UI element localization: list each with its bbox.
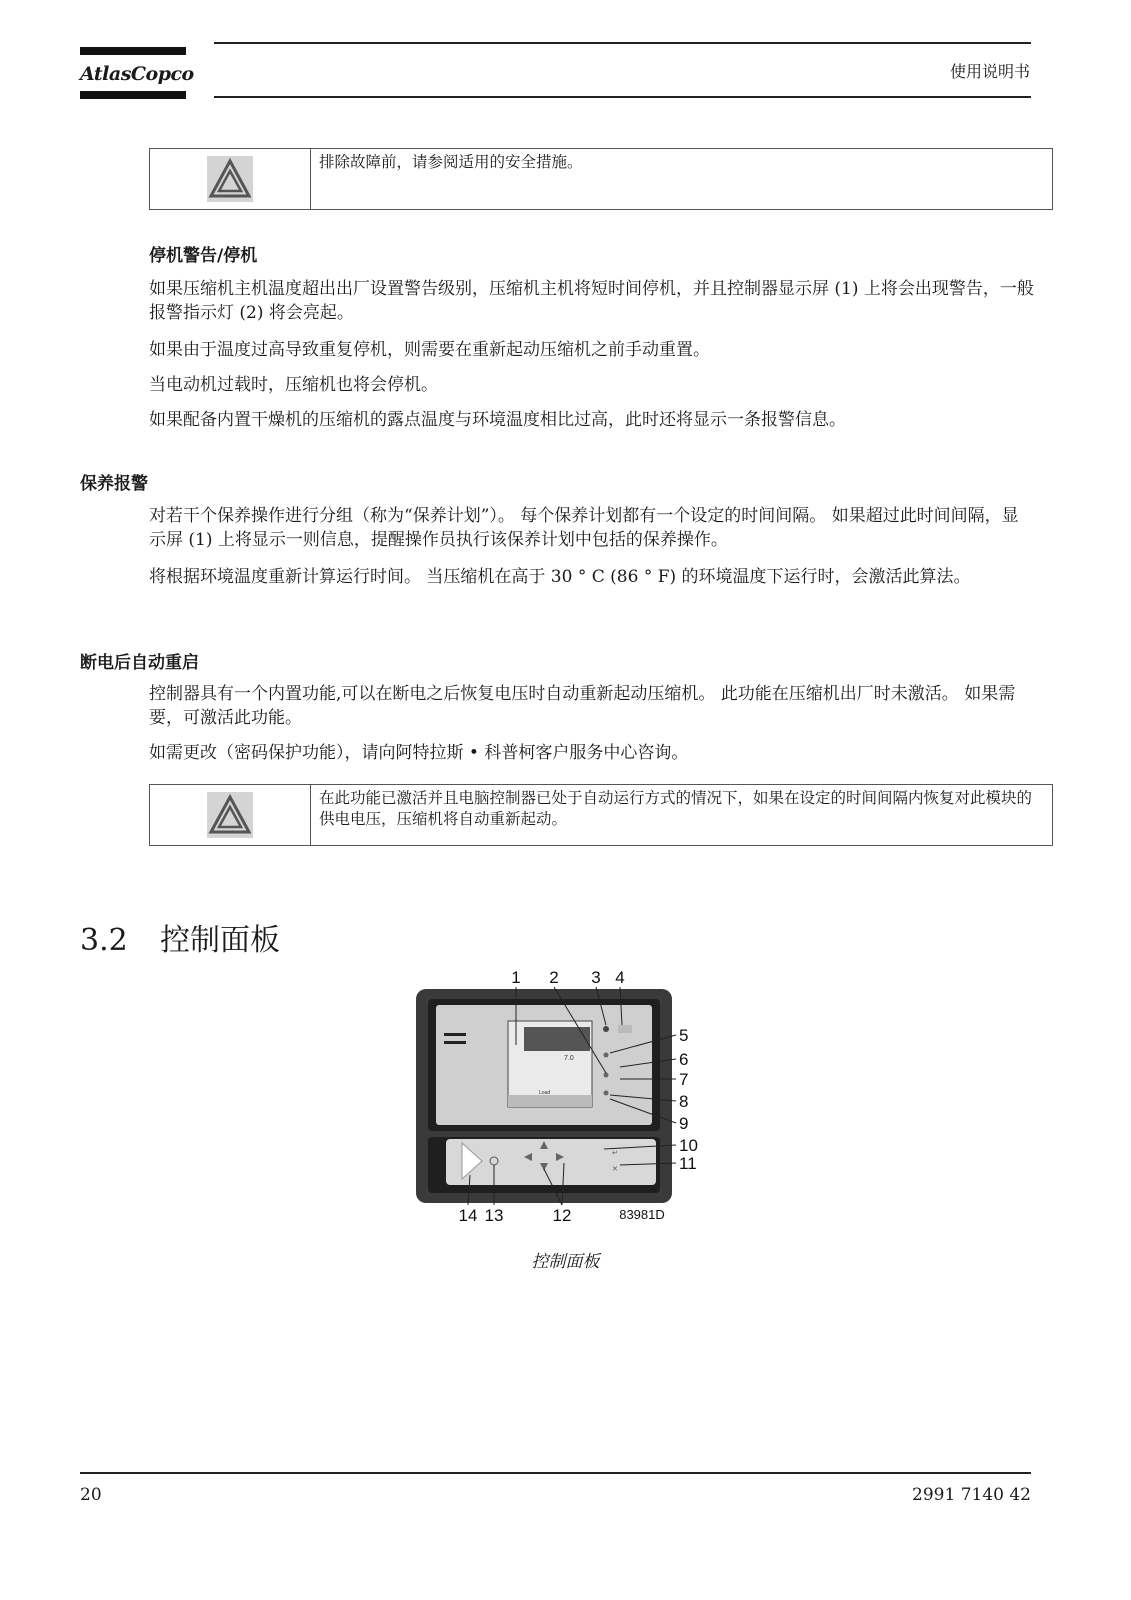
safety-note-text: 排除故障前，请参阅适用的安全措施。 [319, 153, 583, 171]
screen-footer: Load [539, 1090, 551, 1096]
callout-9: 9 [679, 1114, 689, 1133]
svg-text:↵: ↵ [612, 1150, 618, 1157]
heading-auto-restart: 断电后自动重启 [80, 653, 199, 673]
warning-triangle-icon [207, 156, 253, 202]
safety-note-text: 在此功能已激活并且电脑控制器已处于自动运行方式的情况下，如果在设定的时间间隔内恢复对此模块的供电电压，压缩机将自动重新起动。 [319, 789, 1033, 828]
callout-2: 2 [549, 968, 559, 987]
document-number: 2991 7140 42 [912, 1485, 1031, 1505]
screen-value: 7.0 [564, 1055, 574, 1062]
service-paragraph-2: 将根据环境温度重新计算运行时间。 当压缩机在高于 30 ° C (86 ° F) 的环境温度下运行时，会激活此算法。 [149, 567, 971, 587]
logo-wordmark: AtlasCopco [80, 63, 194, 85]
callout-11: 11 [679, 1154, 697, 1173]
document-type: 使用说明书 [949, 62, 1030, 81]
restart-paragraph-1: 控制器具有一个内置功能,可以在断电之后恢复电压时自动重新起动压缩机。 此功能在压缩机出厂时未激活。 如果需要，可激活此功能。 [149, 684, 1016, 728]
callout-5: 5 [679, 1026, 689, 1045]
service-paragraph-1: 对若干个保养操作进行分组（称为“保养计划”）。 每个保养计划都有一个设定的时间间隔。 如果超过此时间间隔，显示屏 (1) 上将显示一则信息，提醒操作员执行该保养计划中包括的保养操作。 [149, 506, 1019, 550]
callout-3: 3 [591, 968, 601, 987]
control-panel-figure [416, 965, 716, 1225]
atlas-copco-logo [80, 47, 194, 99]
section-title-text: 控制面板 [160, 923, 280, 958]
callout-12: 12 [552, 1206, 572, 1225]
heading-service: 保养报警 [80, 474, 148, 494]
shutdown-paragraph-4: 如果配备内置干燥机的压缩机的露点温度与环境温度相比过高，此时还将显示一条报警信息。 [149, 410, 846, 430]
shutdown-paragraph-2: 如果由于温度过高导致重复停机，则需要在重新起动压缩机之前手动重置。 [149, 340, 710, 360]
callout-4: 4 [615, 968, 625, 987]
callout-6: 6 [679, 1050, 689, 1069]
warning-triangle-icon [207, 792, 253, 838]
svg-text:✕: ✕ [612, 1166, 618, 1173]
callout-7: 7 [679, 1070, 689, 1089]
section-number: 3.2 [80, 923, 128, 958]
figure-caption: 控制面板 [531, 1252, 600, 1272]
safety-note-2 [149, 784, 1053, 846]
shutdown-paragraph-1: 如果压缩机主机温度超出出厂设置警告级别，压缩机主机将短时间停机，并且控制器显示屏 (1) 上将会出现警告，一般报警指示灯 (2) 将会亮起。 [149, 279, 1034, 323]
restart-paragraph-2: 如需更改（密码保护功能），请向阿特拉斯 • 科普柯客户服务中心咨询。 [149, 743, 689, 763]
callout-13: 13 [484, 1206, 504, 1225]
section-title [80, 915, 280, 959]
header-rule-bottom [214, 96, 1031, 98]
callout-14: 14 [458, 1206, 478, 1225]
header-rule-top [214, 42, 1031, 44]
figure-id: 83981D [619, 1207, 665, 1222]
page-number: 20 [80, 1485, 102, 1505]
heading-shutdown: 停机警告/停机 [149, 246, 258, 266]
callout-10: 10 [679, 1136, 698, 1155]
safety-note-1 [149, 148, 1053, 210]
callout-8: 8 [679, 1092, 689, 1111]
footer-rule [80, 1472, 1031, 1474]
shutdown-paragraph-3: 当电动机过载时，压缩机也将会停机。 [149, 375, 438, 395]
callout-1: 1 [511, 968, 521, 987]
